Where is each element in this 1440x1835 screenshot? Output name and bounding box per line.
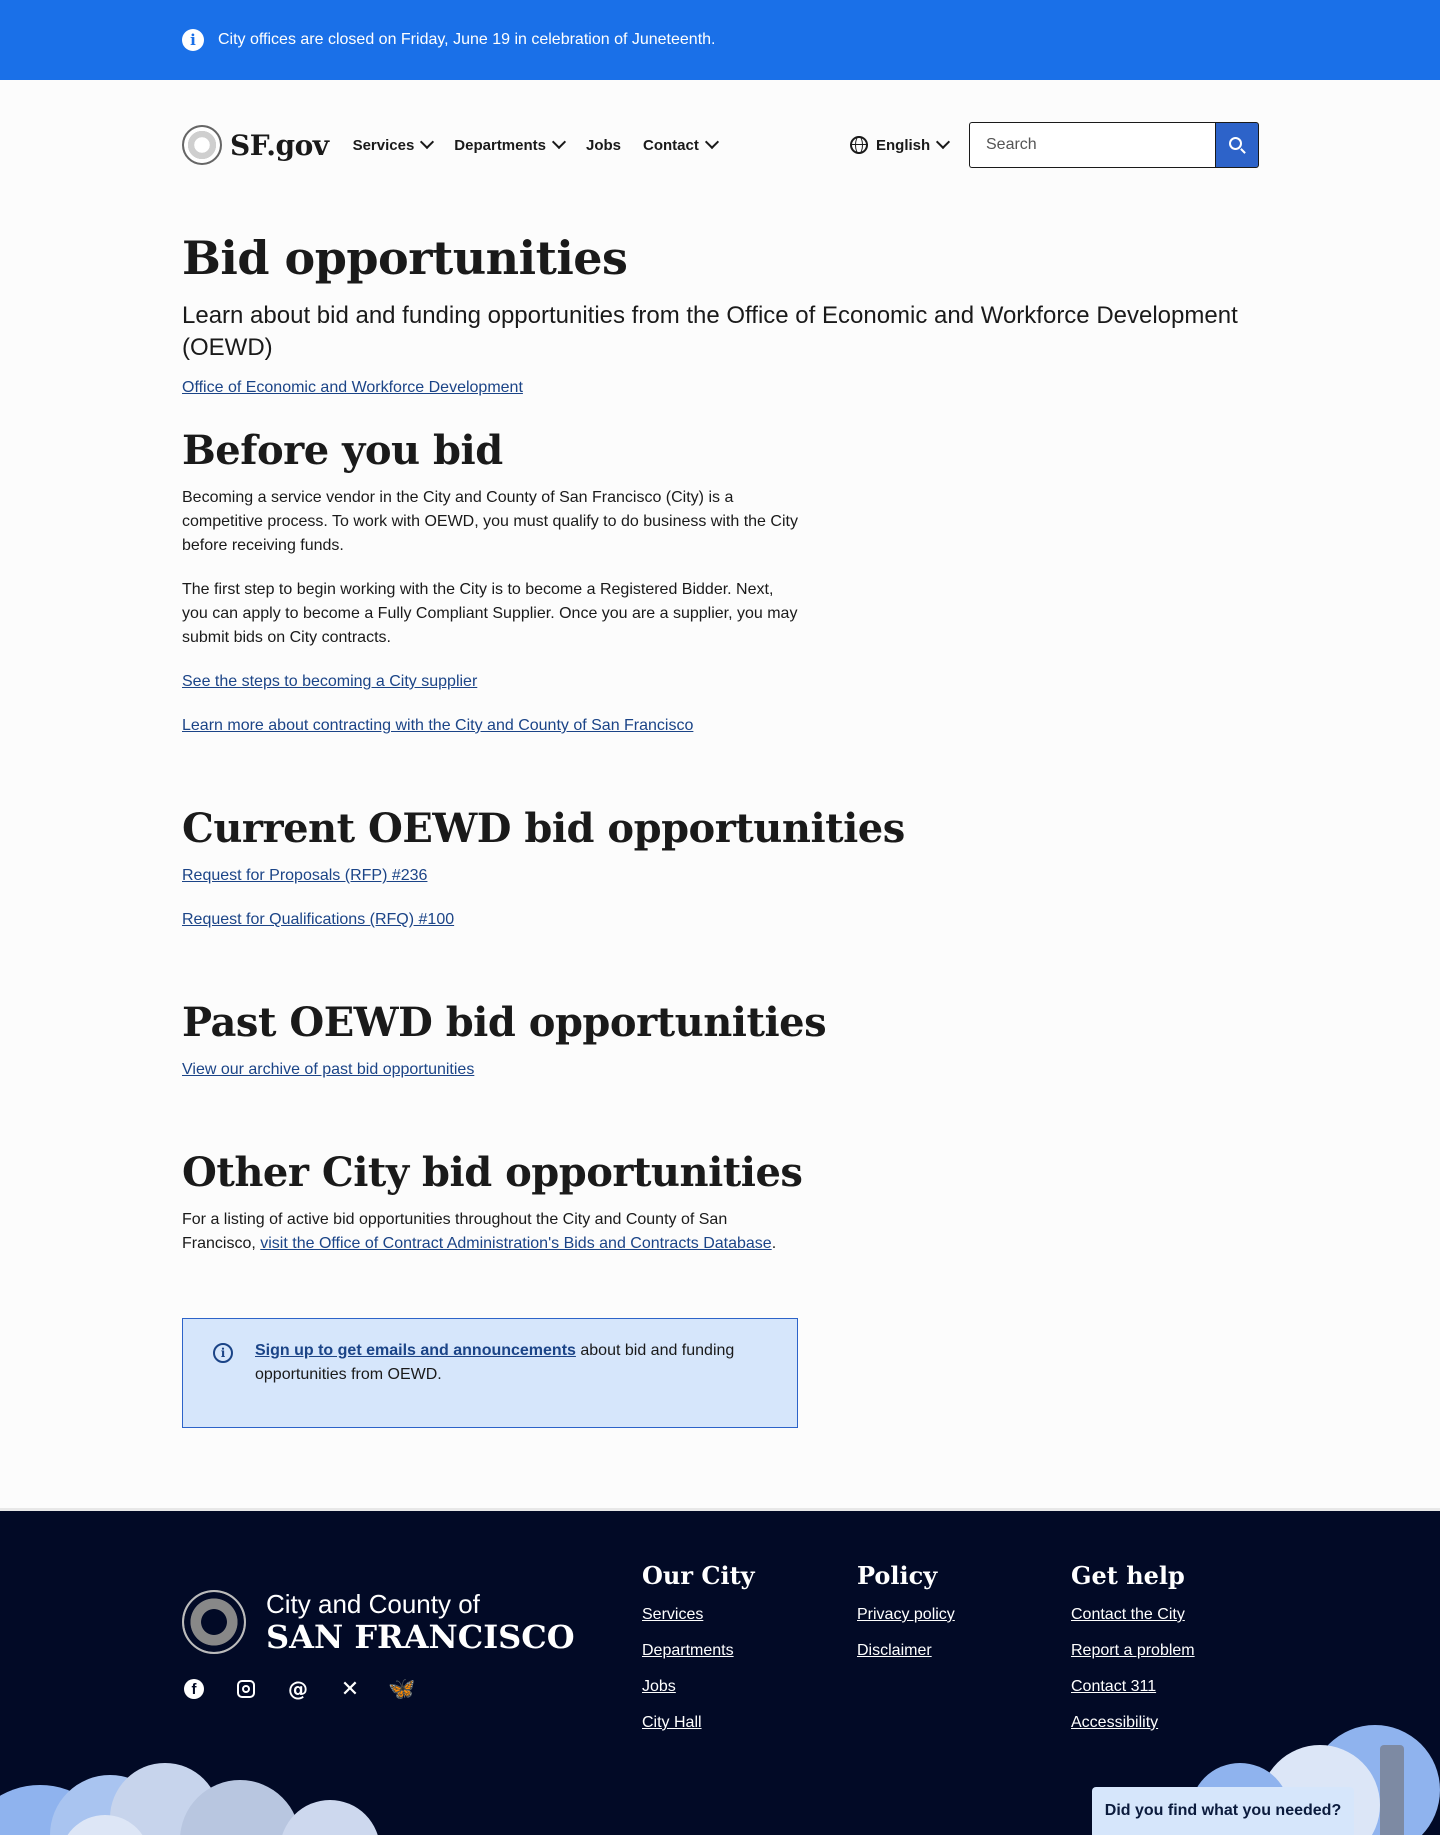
footer-logo-line1: City and County of: [266, 1589, 480, 1619]
callout-text-rest: about bid and funding opportunities from OEWD.: [255, 1342, 735, 1383]
site-footer: [0, 1508, 1440, 1835]
other-bids-text-start: For a listing of active bid opportunities throughout the City and County of San Francisco,: [182, 1211, 728, 1252]
instagram-icon[interactable]: [237, 1680, 255, 1698]
footer-logo-line2: SAN FRANCISCO: [266, 1618, 575, 1656]
nav-contact[interactable]: [643, 137, 717, 154]
language-label: English: [876, 136, 931, 154]
footer-heading-get-help: Get help: [1071, 1561, 1185, 1590]
footer-link-contact-311[interactable]: Contact 311: [1071, 1678, 1157, 1695]
footer-col-our-city: [642, 1561, 755, 1747]
globe-icon: [850, 136, 868, 154]
contracting-info-link[interactable]: Learn more about contracting with the City and County of San Francisco: [182, 717, 694, 734]
footer-link-city-hall[interactable]: City Hall: [642, 1714, 702, 1731]
chevron-down-icon: [936, 135, 950, 149]
footer-logo[interactable]: [182, 1589, 575, 1655]
callout-text: [255, 1339, 755, 1387]
x-icon[interactable]: ✕: [340, 1676, 360, 1702]
footer-link-jobs[interactable]: Jobs: [642, 1678, 676, 1695]
skyline-clouds-left: [0, 1755, 420, 1835]
email-signup-callout: [182, 1318, 798, 1428]
rfq-100-link[interactable]: Request for Qualifications (RFQ) #100: [182, 911, 455, 928]
social-links: [182, 1677, 414, 1701]
email-signup-link[interactable]: Sign up to get emails and announcements: [255, 1342, 576, 1359]
other-bids-text: [182, 1208, 802, 1256]
footer-link-services[interactable]: Services: [642, 1606, 704, 1623]
footer-col-get-help: [1071, 1561, 1195, 1747]
site-header: [182, 122, 1258, 168]
alert-banner: [0, 0, 1440, 80]
footer-link-disclaimer[interactable]: Disclaimer: [857, 1642, 932, 1659]
other-bids-heading: Other City bid opportunities: [182, 1149, 803, 1196]
search-form: [969, 122, 1259, 168]
search-input[interactable]: [969, 122, 1215, 168]
department-link[interactable]: Office of Economic and Workforce Development: [182, 379, 523, 396]
before-you-bid-p1: Becoming a service vendor in the City and County of San Francisco (City) is a competitive process. To work with OEWD, you must qualify to do business with the City before receiving funds.: [182, 489, 798, 554]
nav-departments[interactable]: [454, 137, 564, 154]
chevron-down-icon: [420, 135, 434, 149]
facebook-icon[interactable]: f: [184, 1679, 204, 1699]
language-selector[interactable]: [850, 136, 948, 154]
nav-services-label: Services: [352, 136, 415, 154]
city-seal-icon: [182, 125, 222, 165]
page-lede: Learn about bid and funding opportunities from the Office of Economic and Workforce Development (OEWD): [182, 302, 1238, 361]
feedback-button[interactable]: Did you find what you needed?: [1092, 1787, 1354, 1835]
footer-col-policy: [857, 1561, 955, 1675]
footer-heading-our-city: Our City: [642, 1561, 755, 1590]
footer-link-departments[interactable]: Departments: [642, 1642, 734, 1659]
before-you-bid-heading: Before you bid: [182, 427, 503, 474]
past-bids-heading: Past OEWD bid opportunities: [182, 999, 827, 1046]
site-logo-text: SF.gov: [230, 128, 329, 162]
search-icon: [1229, 137, 1242, 150]
threads-icon[interactable]: @: [288, 1677, 308, 1701]
footer-heading-policy: Policy: [857, 1561, 938, 1590]
search-button[interactable]: [1215, 122, 1259, 168]
bids-database-link[interactable]: visit the Office of Contract Administration's Bids and Contracts Database: [260, 1235, 772, 1252]
bluesky-icon[interactable]: 🦋: [388, 1676, 416, 1702]
main-nav: [353, 137, 717, 154]
past-bids-archive-link[interactable]: View our archive of past bid opportunities: [182, 1061, 475, 1078]
nav-jobs-label: Jobs: [586, 136, 622, 154]
other-bids-text-end: .: [771, 1235, 777, 1252]
page-title: Bid opportunities: [182, 231, 628, 285]
before-you-bid-p2: The first step to begin working with the City is to become a Registered Bidder. Next, you can apply to become a Fully Compliant Supplier. Once you are a supplier, you may submit bids on City contracts.: [182, 581, 798, 646]
chevron-down-icon: [552, 135, 566, 149]
banner-text: City offices are closed on Friday, June 19 in celebration of Juneteenth.: [218, 31, 716, 48]
footer-link-report-problem[interactable]: Report a problem: [1071, 1642, 1195, 1659]
main-content: [182, 230, 1258, 1256]
nav-jobs[interactable]: [586, 137, 621, 154]
chevron-down-icon: [705, 135, 719, 149]
rfp-236-link[interactable]: Request for Proposals (RFP) #236: [182, 867, 428, 884]
nav-services[interactable]: [353, 137, 433, 154]
city-seal-icon: [182, 1590, 246, 1654]
nav-departments-label: Departments: [454, 136, 546, 154]
nav-contact-label: Contact: [643, 136, 699, 154]
current-bids-heading: Current OEWD bid opportunities: [182, 805, 905, 852]
footer-link-contact-city[interactable]: Contact the City: [1071, 1606, 1185, 1623]
footer-link-accessibility[interactable]: Accessibility: [1071, 1714, 1159, 1731]
city-supplier-steps-link[interactable]: See the steps to becoming a City supplier: [182, 673, 478, 690]
footer-link-privacy[interactable]: Privacy policy: [857, 1606, 955, 1623]
info-icon: i: [182, 29, 204, 51]
info-icon: i: [213, 1343, 233, 1363]
sfgov-home-link[interactable]: [182, 125, 329, 165]
